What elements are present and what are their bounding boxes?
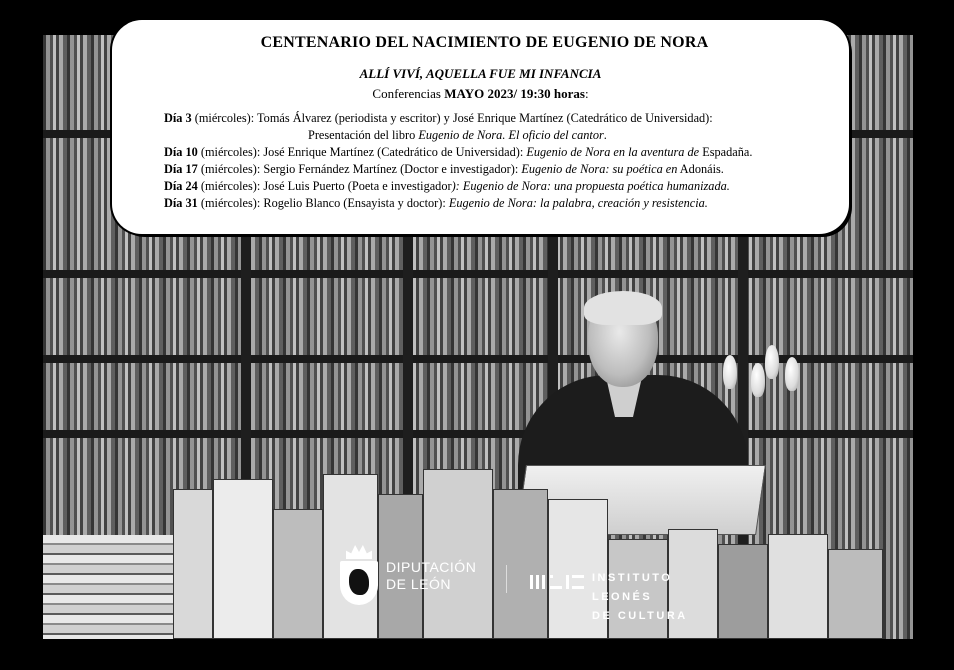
lecture-title: Eugenio de Nora en la aventura de (526, 145, 700, 159)
book (173, 489, 213, 639)
lecture-title: Eugenio de Nora: su poética en (521, 162, 678, 176)
logo-divider (506, 565, 507, 593)
book (213, 479, 273, 639)
lecture-speaker: Tomás Álvarez (periodista y escritor) y José Enrique Martínez (Catedrático de Universidad): (257, 111, 713, 125)
lecture-speaker: Sergio Fernández Martínez (Doctor e investigador): (263, 162, 522, 176)
ilc-line2: LEONÉS (592, 591, 653, 603)
poster-title: CENTENARIO DEL NACIMIENTO DE EUGENIO DE NORA (260, 34, 709, 51)
lecture-speaker: Rogelio Blanco (Ensayista y doctor): (263, 196, 449, 210)
lecture-speaker: José Enrique Martínez (Catedrático de Universidad): (263, 145, 527, 159)
lecture-row (164, 110, 829, 127)
lecture-day: Día 24 (164, 179, 198, 193)
lecture-title: Eugenio de Nora. El oficio del cantor (418, 128, 604, 142)
lecture-day: Día 3 (164, 111, 192, 125)
diputacion-logo-text (386, 559, 476, 593)
lecture-weekday: (miércoles): (197, 179, 264, 193)
lecture-tail: Espadaña. (699, 145, 753, 159)
leon-crest-icon (340, 545, 378, 605)
man-hair (584, 291, 662, 325)
bulb (785, 357, 799, 391)
conference-dates (132, 86, 829, 102)
ilc-line3: DE CULTURA (592, 610, 688, 622)
lecture-row (164, 127, 829, 144)
lecture-weekday: (miércoles): (197, 196, 264, 210)
lecture-tail: Adonáis. (677, 162, 724, 176)
ilc-mark-icon (530, 575, 586, 589)
conf-date-time: MAYO 2023/ 19:30 horas (444, 86, 585, 101)
conf-prefix: Conferencias (372, 86, 445, 101)
lion-icon (349, 569, 369, 595)
lecture-day: Día 10 (164, 145, 198, 159)
bulb (751, 363, 765, 397)
lecture-speaker: Presentación del libro (308, 128, 419, 142)
announcement-panel (112, 20, 849, 234)
diputacion-line2: DE LEÓN (386, 576, 451, 592)
lecture-speaker: José Luis Puerto (Poeta e investigador (263, 179, 452, 193)
lecture-day: Día 17 (164, 162, 198, 176)
book (828, 549, 883, 639)
lecture-title: Eugenio de Nora: la palabra, creación y resistencia. (448, 196, 708, 210)
shelf (43, 270, 913, 278)
bulb (723, 355, 737, 389)
ilc-line1: INSTITUTO (592, 572, 673, 584)
lecture-row (164, 144, 829, 161)
lecture-title: ): Eugenio de Nora: una propuesta poética humanizada. (451, 179, 730, 193)
lecture-row (164, 178, 829, 195)
lecture-row (164, 161, 829, 178)
lecture-weekday: (miércoles): (197, 162, 264, 176)
lecture-tail: . (603, 128, 607, 142)
conf-suffix: : (584, 86, 589, 101)
diputacion-line1: DIPUTACIÓN (386, 559, 477, 575)
bulb (765, 345, 779, 379)
poster-subtitle: ALLÍ VIVÍ, AQUELLA FUE MI INFANCIA (359, 66, 602, 81)
crown-icon (346, 545, 372, 559)
lecture-day: Día 31 (164, 196, 198, 210)
lecture-row (164, 195, 829, 212)
lecture-list (164, 110, 829, 212)
sponsor-logos (340, 543, 690, 622)
book (768, 534, 828, 639)
lecture-weekday: (miércoles): (197, 145, 264, 159)
lecture-weekday: (miércoles): (191, 111, 258, 125)
book (718, 544, 768, 639)
ilc-logo-text (592, 569, 688, 626)
candelabra-lamp (723, 345, 823, 455)
book (273, 509, 323, 639)
